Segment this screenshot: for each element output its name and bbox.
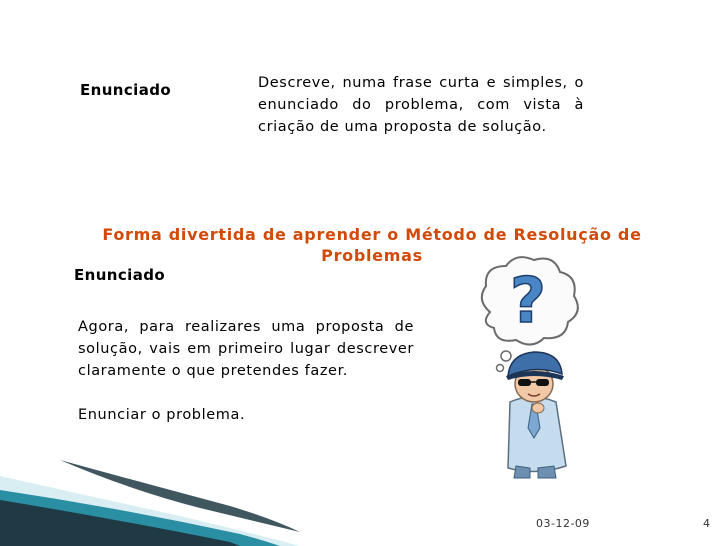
section-heading: Enunciado: [74, 266, 166, 284]
definition-text: Descreve, numa frase curta e simples, o enunciado do problema, com vista à criação de uma proposta de solução.: [258, 75, 584, 135]
footer-date: 03-12-09: [536, 517, 590, 530]
decorative-swoosh: [0, 446, 728, 546]
definition-term: Enunciado: [80, 81, 172, 99]
body-line: Enunciar o problema.: [78, 407, 246, 423]
slide-title: Forma divertida de aprender o Método de Resolução de Problemas: [102, 225, 642, 265]
body-paragraph: Agora, para realizares uma proposta de solução, vais em primeiro lugar descrever claramente o que pretendes fazer.: [78, 319, 414, 379]
question-mark-icon: ?: [510, 264, 546, 337]
page-number: 4: [703, 517, 711, 530]
